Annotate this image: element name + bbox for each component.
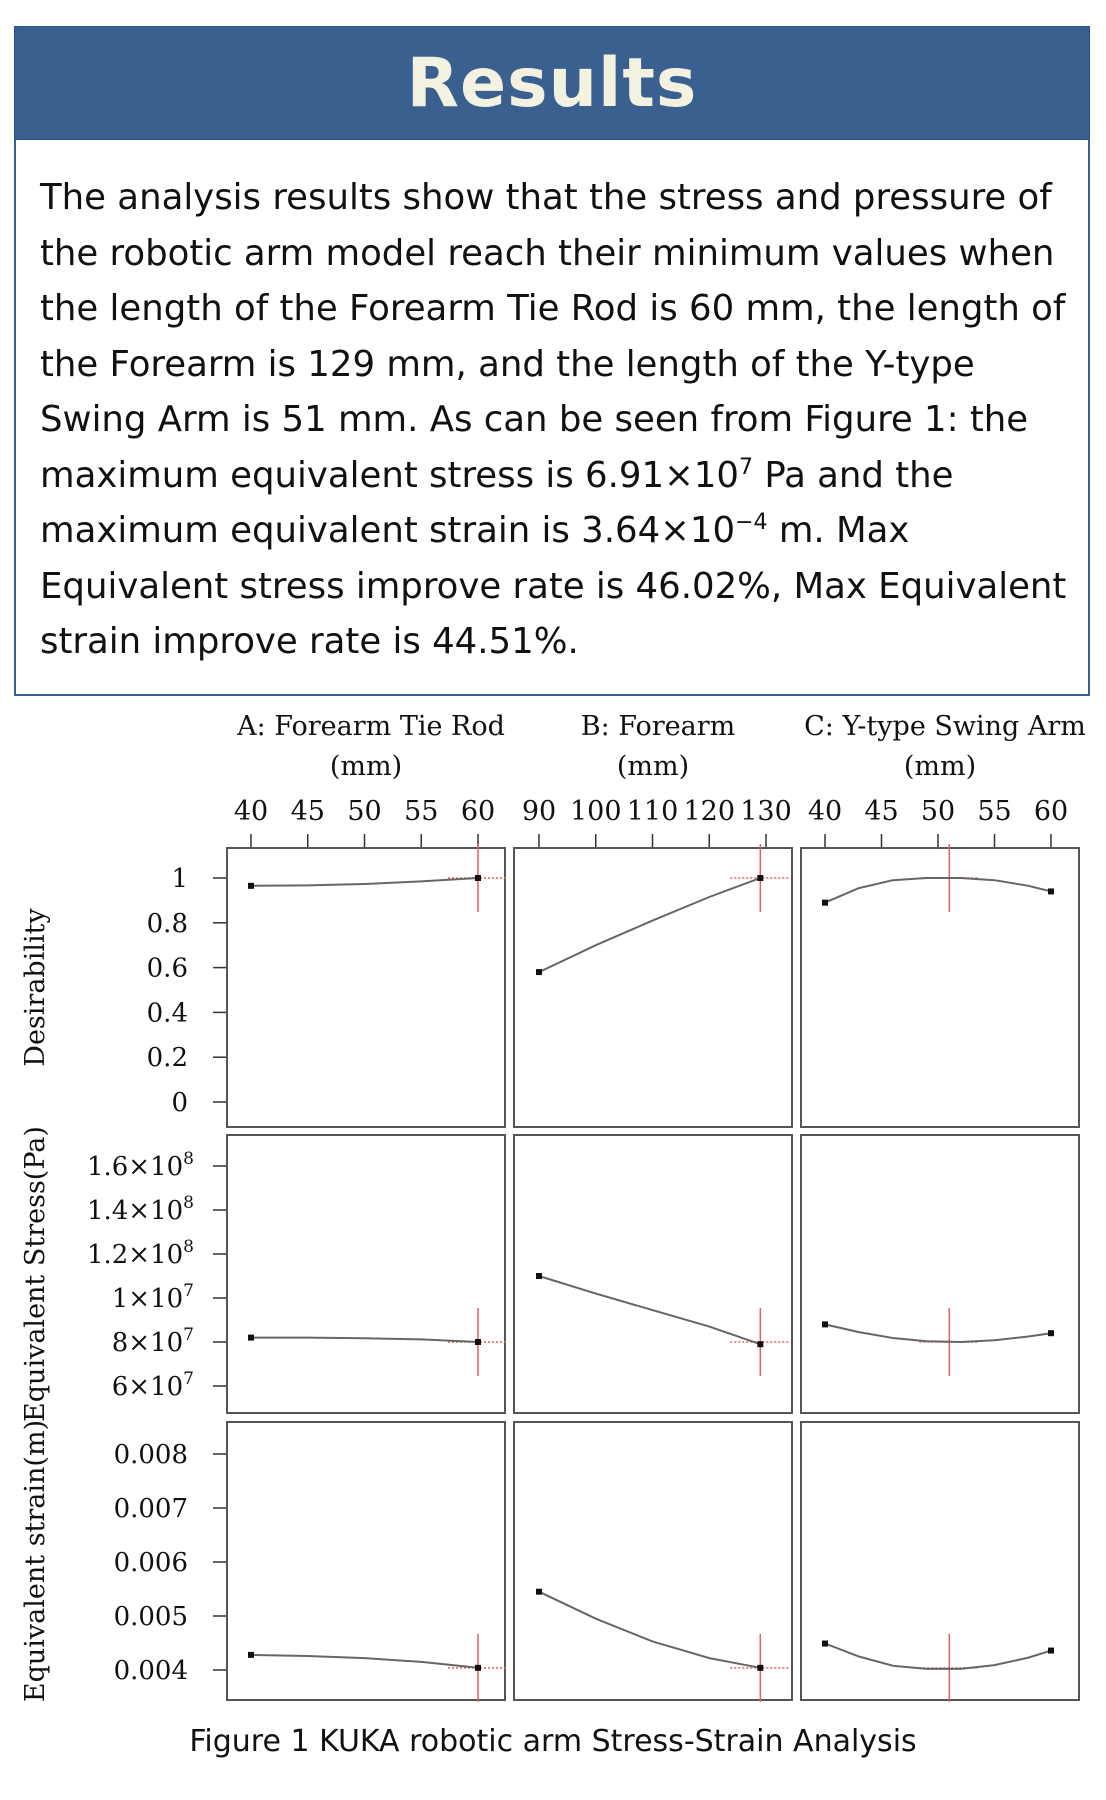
y-tick-label: 0.004 bbox=[113, 1656, 188, 1686]
data-point-marker bbox=[536, 969, 542, 975]
data-point-marker bbox=[536, 1589, 542, 1595]
y-tick-label: 0 bbox=[171, 1088, 188, 1118]
panel-frame bbox=[801, 1135, 1079, 1413]
series-line bbox=[251, 878, 478, 886]
y-tick-label: $1\times 10^7$ bbox=[111, 1281, 194, 1314]
y-tick-label: 0.4 bbox=[146, 998, 188, 1029]
data-point-marker bbox=[757, 875, 763, 881]
data-point-marker bbox=[1048, 1330, 1054, 1336]
panel-frame bbox=[514, 1135, 792, 1413]
y-tick-label: 0.6 bbox=[146, 953, 188, 984]
stress-strain-chart bbox=[0, 700, 1106, 1720]
y-tick-label: $1.4\times 10^8$ bbox=[86, 1193, 194, 1226]
x-tick-label: 40 bbox=[807, 796, 843, 827]
y-tick-label: $1.6\times 10^8$ bbox=[86, 1149, 194, 1182]
y-axis-label-1: Desirability bbox=[20, 908, 51, 1067]
y-axis-label-2: Equivalent Stress(Pa) bbox=[20, 1126, 51, 1422]
y-tick-label: 0.008 bbox=[113, 1440, 188, 1470]
results-header bbox=[14, 26, 1090, 140]
power-base: 10 bbox=[689, 510, 736, 551]
data-point-marker bbox=[248, 1652, 254, 1658]
power-base: 10 bbox=[693, 454, 740, 496]
data-point-marker bbox=[248, 883, 254, 889]
data-point-marker bbox=[822, 1321, 828, 1327]
results-title: Results bbox=[406, 43, 698, 123]
y-tick-label: 0.2 bbox=[146, 1043, 188, 1074]
panel-frame bbox=[801, 1422, 1079, 1700]
data-point-marker bbox=[822, 1641, 828, 1647]
x-tick-label: 120 bbox=[683, 796, 736, 827]
summary-text bbox=[40, 170, 1068, 670]
column-label-1: A: Forearm Tie Rod bbox=[237, 711, 505, 742]
column-unit-2: (mm) bbox=[616, 751, 690, 782]
panel-frame bbox=[227, 848, 505, 1127]
multiply-sign: × bbox=[664, 454, 694, 496]
data-point-marker bbox=[757, 1341, 763, 1347]
x-tick-label: 60 bbox=[460, 796, 496, 827]
series-line bbox=[539, 878, 760, 972]
x-tick-label: 50 bbox=[347, 796, 382, 827]
summary-part-3: m. Max Equivalent stress improve rate is 46.02%, Max Equivalent strain improve rate is 44.51%. bbox=[40, 510, 1067, 662]
y-tick-label: 0.007 bbox=[113, 1494, 188, 1524]
panel-frame bbox=[801, 848, 1079, 1127]
x-tick-label: 55 bbox=[404, 796, 439, 827]
data-point-marker bbox=[475, 1665, 481, 1671]
summary-part-2: Pa and the maximum equivalent strain is 3.64 bbox=[40, 454, 954, 551]
data-point-marker bbox=[475, 875, 481, 881]
y-tick-label: $1.2\times 10^8$ bbox=[86, 1237, 194, 1270]
x-tick-label: 40 bbox=[233, 796, 269, 827]
column-unit-1: (mm) bbox=[329, 751, 403, 782]
column-label-3: C: Y-type Swing Arm bbox=[804, 711, 1086, 742]
x-tick-label: 45 bbox=[864, 796, 899, 827]
panel-frame bbox=[514, 1422, 792, 1700]
series-line bbox=[539, 1276, 760, 1344]
x-tick-label: 55 bbox=[977, 796, 1012, 827]
data-point-marker bbox=[1048, 1648, 1054, 1654]
data-point-marker bbox=[475, 1339, 481, 1345]
y-axis-label-3: Equivalent strain(m) bbox=[20, 1419, 51, 1703]
panel-frame bbox=[514, 848, 792, 1127]
data-point-marker bbox=[1048, 888, 1054, 894]
column-unit-3: (mm) bbox=[903, 751, 977, 782]
series-line bbox=[251, 1655, 478, 1668]
panel-frame bbox=[227, 1135, 505, 1413]
series-line bbox=[251, 1338, 478, 1342]
exponent-stress: 7 bbox=[739, 454, 754, 480]
x-tick-label: 60 bbox=[1033, 796, 1069, 827]
x-tick-label: 90 bbox=[521, 796, 557, 827]
y-tick-label: 0.005 bbox=[113, 1602, 188, 1632]
series-line bbox=[539, 1592, 760, 1668]
x-tick-label: 100 bbox=[569, 796, 622, 827]
x-tick-label: 130 bbox=[740, 796, 792, 827]
y-tick-label: $6\times 10^7$ bbox=[111, 1369, 194, 1402]
exponent-strain: −4 bbox=[735, 510, 768, 536]
y-tick-label: $8\times 10^7$ bbox=[111, 1325, 194, 1358]
data-point-marker bbox=[536, 1273, 542, 1279]
series-line bbox=[825, 1644, 1051, 1669]
y-tick-label: 0.006 bbox=[113, 1548, 188, 1578]
series-line bbox=[825, 1324, 1051, 1342]
summary-box bbox=[14, 140, 1090, 696]
series-line bbox=[825, 878, 1051, 903]
y-tick-label: 0.8 bbox=[146, 908, 188, 939]
summary-part-1: The analysis results show that the stress and pressure of the robotic arm model reach their minimum values when the length of the Forearm Tie Rod is 60 mm, the length of the Forearm is 129 mm, and the length of the Y-type Swing Arm is 51 mm. As can be seen from Figure 1: the maximum equivalent stress is 6.91 bbox=[40, 177, 1066, 496]
column-label-2: B: Forearm bbox=[580, 711, 736, 742]
x-tick-label: 45 bbox=[290, 796, 325, 827]
figure-caption: Figure 1 KUKA robotic arm Stress-Strain Analysis bbox=[189, 1724, 917, 1759]
data-point-marker bbox=[248, 1335, 254, 1341]
multiply-sign: × bbox=[660, 510, 690, 551]
data-point-marker bbox=[822, 900, 828, 906]
x-tick-label: 50 bbox=[920, 796, 956, 827]
x-tick-label: 110 bbox=[626, 796, 679, 827]
y-tick-label: 1 bbox=[171, 864, 188, 894]
data-point-marker bbox=[757, 1665, 763, 1671]
